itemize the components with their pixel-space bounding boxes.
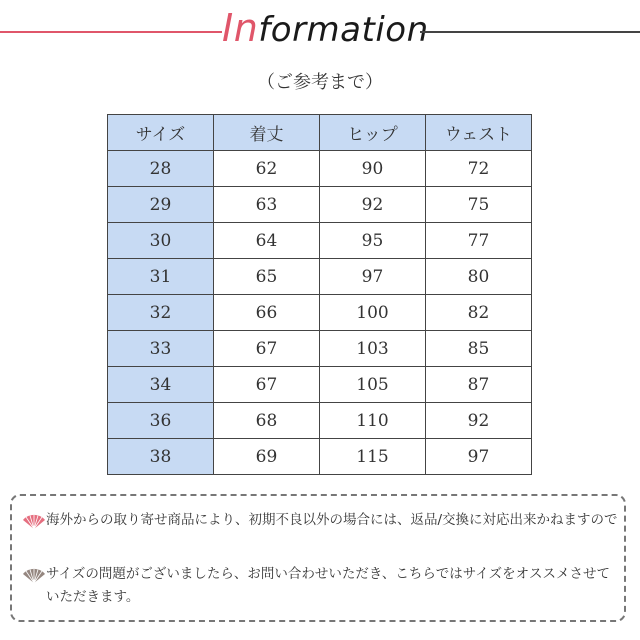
cell-length: 63 [214, 187, 320, 223]
notes-box [10, 494, 626, 622]
table-row [108, 367, 532, 403]
cell-size: 31 [108, 259, 214, 295]
cell-waist: 92 [426, 403, 532, 439]
table-row [108, 151, 532, 187]
cell-waist: 85 [426, 331, 532, 367]
cell-size: 30 [108, 223, 214, 259]
cell-length: 67 [214, 331, 320, 367]
table-row [108, 187, 532, 223]
cell-size: 36 [108, 403, 214, 439]
cell-hip: 115 [320, 439, 426, 475]
cell-hip: 90 [320, 151, 426, 187]
cell-hip: 100 [320, 295, 426, 331]
cell-size: 32 [108, 295, 214, 331]
cell-length: 62 [214, 151, 320, 187]
title-rest: formation [258, 10, 429, 50]
cell-waist: 75 [426, 187, 532, 223]
cell-length: 68 [214, 403, 320, 439]
header-waist: ウェスト [426, 115, 532, 151]
table-row [108, 439, 532, 475]
header-size: サイズ [108, 115, 214, 151]
cell-hip: 92 [320, 187, 426, 223]
cell-hip: 95 [320, 223, 426, 259]
size-table [107, 114, 532, 475]
header-hip: ヒップ [320, 115, 426, 151]
fan-icon [22, 568, 46, 584]
cell-size: 34 [108, 367, 214, 403]
cell-waist: 77 [426, 223, 532, 259]
cell-hip: 97 [320, 259, 426, 295]
table-header-row [108, 115, 532, 151]
subtitle: （ご参考まで） [257, 72, 383, 93]
cell-waist: 80 [426, 259, 532, 295]
cell-hip: 105 [320, 367, 426, 403]
cell-hip: 110 [320, 403, 426, 439]
cell-waist: 97 [426, 439, 532, 475]
note-return-policy: 海外からの取り寄せ商品により、初期不良以外の場合には、返品/交換に対応出来かねますので [46, 512, 618, 528]
cell-length: 66 [214, 295, 320, 331]
cell-size: 28 [108, 151, 214, 187]
cell-waist: 72 [426, 151, 532, 187]
cell-waist: 87 [426, 367, 532, 403]
title-line-right [420, 31, 640, 33]
cell-size: 33 [108, 331, 214, 367]
table-row [108, 223, 532, 259]
cell-size: 29 [108, 187, 214, 223]
cell-size: 38 [108, 439, 214, 475]
cell-length: 64 [214, 223, 320, 259]
cell-length: 69 [214, 439, 320, 475]
cell-length: 67 [214, 367, 320, 403]
title-line-left [0, 31, 222, 33]
title-first-letter: In [222, 6, 259, 50]
fan-icon [22, 514, 46, 530]
cell-length: 65 [214, 259, 320, 295]
table-row [108, 259, 532, 295]
table-row [108, 331, 532, 367]
table-row [108, 403, 532, 439]
note-size-consult: サイズの問題がございましたら、お問い合わせいただき、こちらではサイズをオススメさせていただきます。 [46, 566, 611, 605]
cell-hip: 103 [320, 331, 426, 367]
cell-waist: 82 [426, 295, 532, 331]
header-length: 着丈 [214, 115, 320, 151]
page-title [222, 6, 429, 50]
table-row [108, 295, 532, 331]
